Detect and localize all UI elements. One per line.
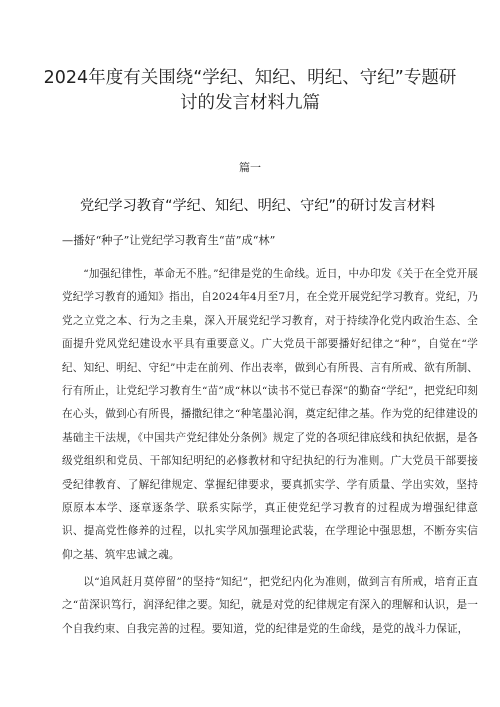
part-label: 篇一 (239, 161, 261, 174)
document-title: 2024年度有关围绕“学纪、知纪、明纪、守纪”专题研讨的发言材料九篇 (43, 68, 457, 113)
body-paragraph: “加强纪律性，革命无不胜。”纪律是党的生命线。近日，中办印发《关于在全党开展党纪学习教育的通知》指出，自2024年4月至7月，在全党开展党纪学习教育。党纪，乃党之立党之本、行为之圭臬，深入开展党纪学习教育，对于持续净化党内政治生态、全面提升党风党纪建设水平具有重要意义。广大党员干部要播好纪律之“种”，自觉在“学纪、知纪、明纪、守纪”中走在前列、作出表率，做到心有所畏、言有所戒、欲有所制、行有所止，让党纪学习教育生“苗”成“林以“读书不觉已春深”的勤奋“学纪”，把党纪印刻在心头，做到心有所畏，播撒纪律之“种笔墨沁润，奠定纪律之基。作为党的纪律建设的基础主干法规，《中国共产党纪律处分条例》规定了党的各项纪律底线和执纪依据，是各级党组织和党员、干部知纪明纪的必修教材和守纪执纪的行为准则。广大党员干部要接受纪律教育、了解纪律规定、掌握纪律要求，要真抓实学、学有质量、学出实效，坚持原原本本学、逐章逐条学、联系实际学，真正使党纪学习教育的过程成为增强纪律意识、提高党性修养的过程，以扎实学风加强理论武装，在学理论中强思想，不断夯实信仰之基、筑牢忠诚之魂。 (62, 268, 478, 561)
section-title: 党纪学习教育“学纪、知纪、明纪、守纪”的研讨发言材料 (80, 198, 436, 214)
body-paragraph: 以“追风赶月莫停留”的坚持“知纪”，把党纪内化为准则，做到言有所戒，培育正直之“苗深识笃行，润泽纪律之要。知纪，就是对党的纪律规定有深入的理解和认识，是一个自我约束、自我完善的过程。要知道，党的纪律是党的生命线，是党的战斗力保证， (62, 576, 478, 635)
section-subtitle: —播好“种子”让党纪学习教育生“苗”成“林” (62, 234, 276, 247)
